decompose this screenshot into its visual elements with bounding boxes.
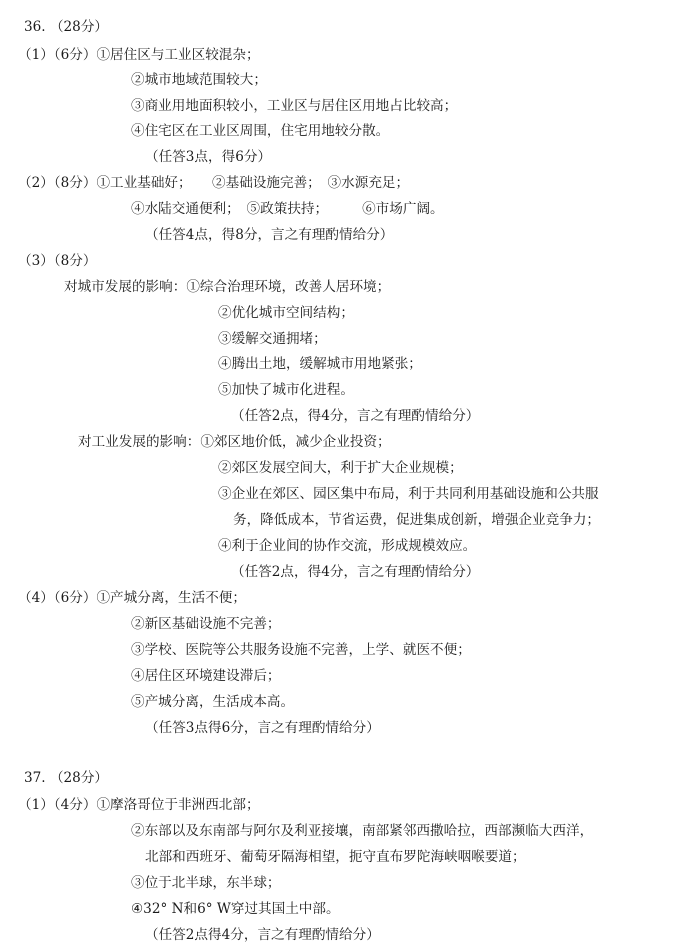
- q36-p4-item-5: ⑤产城分离，生活成本高。: [131, 694, 295, 710]
- q37-p1-item-4: ④32° N和6° W穿过其国土中部。: [131, 901, 340, 917]
- q36-p3-industry-item-4: ④利于企业间的协作交流，形成规模效应。: [218, 538, 477, 554]
- q36-title: 36. （28分）: [24, 19, 109, 35]
- q36-p3-city-item-4: ④腾出土地，缓解城市用地紧张；: [218, 356, 422, 372]
- q36-p3-industry-item-3b: 务，降低成本，节省运费，促进集成创新，增强企业竞争力；: [233, 512, 601, 528]
- q36-p2-head: （2）（8分）①工业基础好； ②基础设施完善； ③水源充足；: [18, 175, 410, 191]
- q36-p3-city-item-5: ⑤加快了城市化进程。: [218, 382, 354, 398]
- q36-p3-industry-label: 对工业发展的影响：①郊区地价低，减少企业投资；: [78, 434, 391, 450]
- q37-p1-note: （任答2点得4分，言之有理酌情给分）: [145, 927, 380, 943]
- q37-p1-item-2b: 北部和西班牙、葡萄牙隔海相望，扼守直布罗陀海峡咽喉要道；: [145, 849, 526, 865]
- q36-p1-note: （任答3点，得6分）: [145, 149, 272, 165]
- q36-p4-note: （任答3点得6分，言之有理酌情给分）: [145, 720, 380, 736]
- q36-p3-industry-note: （任答2点，得4分，言之有理酌情给分）: [231, 564, 480, 580]
- q36-p3-industry-item-2: ②郊区发展空间大，利于扩大企业规模；: [218, 460, 463, 476]
- q37-p1-head: （1）（4分）①摩洛哥位于非洲西北部；: [18, 797, 260, 813]
- q36-p1-item-3: ③商业用地面积较小，工业区与居住区用地占比较高；: [131, 98, 458, 114]
- q36-p3-city-label: 对城市发展的影响：①综合治理环境，改善人居环境；: [64, 279, 391, 295]
- q36-p4-item-3: ③学校、医院等公共服务设施不完善，上学、就医不便；: [131, 642, 471, 658]
- q36-p1-head: （1）（6分）①居住区与工业区较混杂；: [18, 47, 260, 63]
- q36-p3-city-item-3: ③缓解交通拥堵；: [218, 331, 327, 347]
- q36-p4-head: （4）（6分）①产城分离，生活不便；: [18, 590, 246, 606]
- q36-p1-item-4: ④住宅区在工业区周围，住宅用地较分散。: [131, 123, 390, 139]
- q36-p4-item-2: ②新区基础设施不完善；: [131, 616, 281, 632]
- q36-p3-city-item-2: ②优化城市空间结构；: [218, 305, 354, 321]
- q37-p1-item-2a: ②东部以及东南部与阿尔及利亚接壤，南部紧邻西撒哈拉，西部濒临大西洋，: [131, 823, 594, 839]
- q36-p3-head: （3）（8分）: [18, 253, 97, 269]
- q36-p4-item-4: ④居住区环境建设滞后；: [131, 668, 281, 684]
- q36-p3-city-note: （任答2点，得4分，言之有理酌情给分）: [231, 408, 480, 424]
- q37-p1-item-3: ③位于北半球，东半球；: [131, 875, 281, 891]
- q37-title: 37. （28分）: [24, 770, 109, 786]
- q36-p3-industry-item-3a: ③企业在郊区、园区集中布局，利于共同利用基础设施和公共服: [218, 486, 599, 502]
- q36-p2-note: （任答4点，得8分，言之有理酌情给分）: [145, 227, 394, 243]
- q36-p1-item-2: ②城市地域范围较大；: [131, 72, 267, 88]
- q36-p2-items: ④水陆交通便利； ⑤政策扶持； ⑥市场广阔。: [131, 201, 444, 217]
